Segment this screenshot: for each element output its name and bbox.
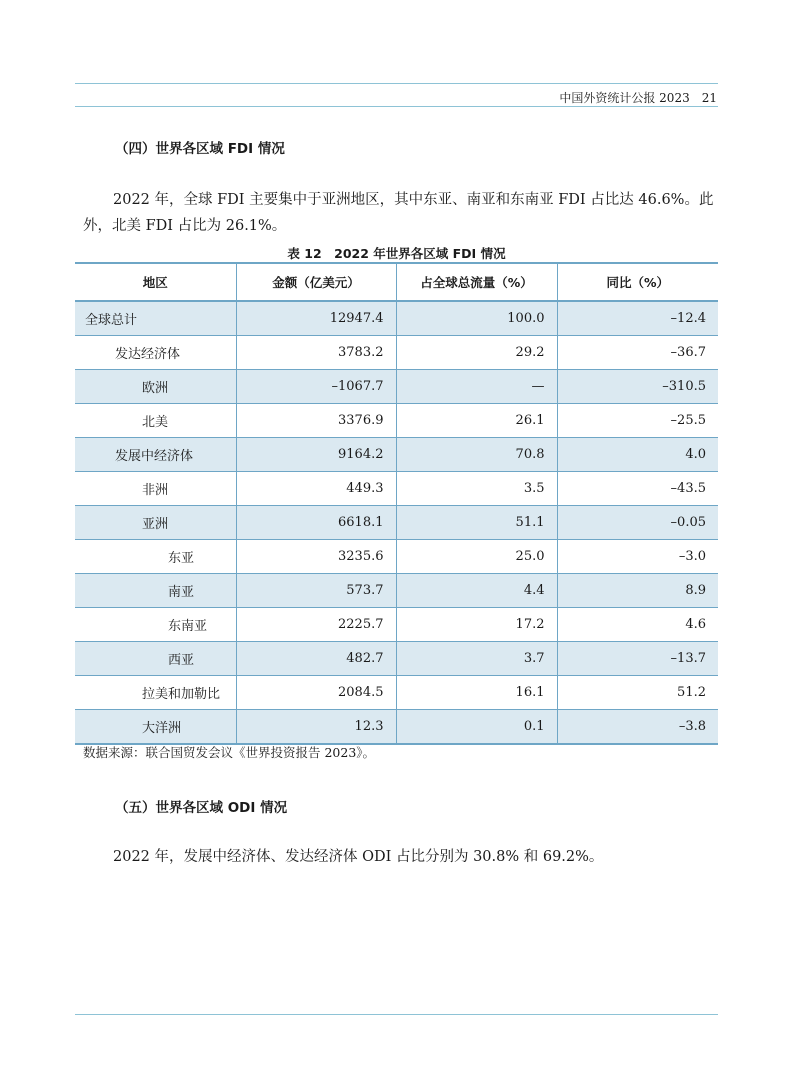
yoy-cell: –3.8 — [557, 710, 718, 745]
amount-cell: 3783.2 — [236, 336, 396, 370]
table-row — [75, 404, 718, 438]
region-cell: 拉美和加勒比 — [75, 676, 236, 710]
table-row — [75, 676, 718, 710]
yoy-cell: –25.5 — [557, 404, 718, 438]
yoy-cell: –43.5 — [557, 472, 718, 506]
share-cell: 3.5 — [396, 472, 557, 506]
share-cell: 3.7 — [396, 642, 557, 676]
yoy-cell: –36.7 — [557, 336, 718, 370]
region-cell: 发达经济体 — [75, 336, 236, 370]
region-cell: 全球总计 — [75, 301, 236, 336]
share-cell: 17.2 — [396, 608, 557, 642]
table-row — [75, 710, 718, 745]
amount-cell: 3376.9 — [236, 404, 396, 438]
column-header: 金额（亿美元） — [236, 263, 396, 301]
paragraph-odi: 2022 年，发展中经济体、发达经济体 ODI 占比分别为 30.8% 和 69.2%。 — [113, 849, 604, 865]
table-row — [75, 642, 718, 676]
yoy-cell: 4.6 — [557, 608, 718, 642]
amount-cell: 12947.4 — [236, 301, 396, 336]
region-cell: 西亚 — [75, 642, 236, 676]
share-cell: 51.1 — [396, 506, 557, 540]
yoy-cell: 8.9 — [557, 574, 718, 608]
table-row — [75, 370, 718, 404]
share-cell: 29.2 — [396, 336, 557, 370]
amount-cell: 6618.1 — [236, 506, 396, 540]
table-row — [75, 540, 718, 574]
table-row — [75, 574, 718, 608]
publication-title: 中国外资统计公报 2023 — [559, 91, 690, 105]
section-heading-fdi: （四）世界各区域 FDI 情况 — [115, 141, 285, 157]
region-cell: 东南亚 — [75, 608, 236, 642]
amount-cell: 2084.5 — [236, 676, 396, 710]
amount-cell: 9164.2 — [236, 438, 396, 472]
region-cell: 大洋洲 — [75, 710, 236, 745]
share-cell: 0.1 — [396, 710, 557, 745]
region-cell: 欧洲 — [75, 370, 236, 404]
header-bottom-rule — [75, 106, 718, 107]
amount-cell: 482.7 — [236, 642, 396, 676]
yoy-cell: –12.4 — [557, 301, 718, 336]
amount-cell: 2225.7 — [236, 608, 396, 642]
table-source-note: 数据来源：联合国贸发会议《世界投资报告 2023》。 — [83, 745, 376, 760]
column-header: 占全球总流量（%） — [396, 263, 557, 301]
column-header: 同比（%） — [557, 263, 718, 301]
yoy-cell: –13.7 — [557, 642, 718, 676]
table-row — [75, 506, 718, 540]
amount-cell: 12.3 — [236, 710, 396, 745]
region-cell: 发展中经济体 — [75, 438, 236, 472]
share-cell: 25.0 — [396, 540, 557, 574]
section-heading-odi: （五）世界各区域 ODI 情况 — [115, 800, 288, 816]
share-cell: — — [396, 370, 557, 404]
yoy-cell: 51.2 — [557, 676, 718, 710]
share-cell: 100.0 — [396, 301, 557, 336]
share-cell: 4.4 — [396, 574, 557, 608]
share-cell: 16.1 — [396, 676, 557, 710]
region-cell: 非洲 — [75, 472, 236, 506]
yoy-cell: –3.0 — [557, 540, 718, 574]
table-row — [75, 336, 718, 370]
table-row — [75, 438, 718, 472]
paragraph-fdi — [83, 187, 723, 239]
table-row — [75, 608, 718, 642]
region-cell: 南亚 — [75, 574, 236, 608]
amount-cell: –1067.7 — [236, 370, 396, 404]
running-header — [547, 89, 717, 106]
table-row — [75, 301, 718, 336]
region-cell: 亚洲 — [75, 506, 236, 540]
header-top-rule — [75, 83, 718, 84]
amount-cell: 449.3 — [236, 472, 396, 506]
paragraph-fdi-text: 2022 年，全球 FDI 主要集中于亚洲地区，其中东亚、南亚和东南亚 FDI 占比达 46.6%。此外，北美 FDI 占比为 26.1%。 — [83, 192, 714, 234]
table-caption: 表 12 2022 年世界各区域 FDI 情况 — [287, 246, 506, 261]
yoy-cell: 4.0 — [557, 438, 718, 472]
column-header: 地区 — [75, 263, 236, 301]
amount-cell: 3235.6 — [236, 540, 396, 574]
region-cell: 北美 — [75, 404, 236, 438]
fdi-region-table — [75, 262, 718, 745]
yoy-cell: –0.05 — [557, 506, 718, 540]
region-cell: 东亚 — [75, 540, 236, 574]
amount-cell: 573.7 — [236, 574, 396, 608]
yoy-cell: –310.5 — [557, 370, 718, 404]
footer-rule — [75, 1014, 718, 1015]
share-cell: 26.1 — [396, 404, 557, 438]
page-number: 21 — [701, 91, 717, 105]
table-row — [75, 472, 718, 506]
share-cell: 70.8 — [396, 438, 557, 472]
